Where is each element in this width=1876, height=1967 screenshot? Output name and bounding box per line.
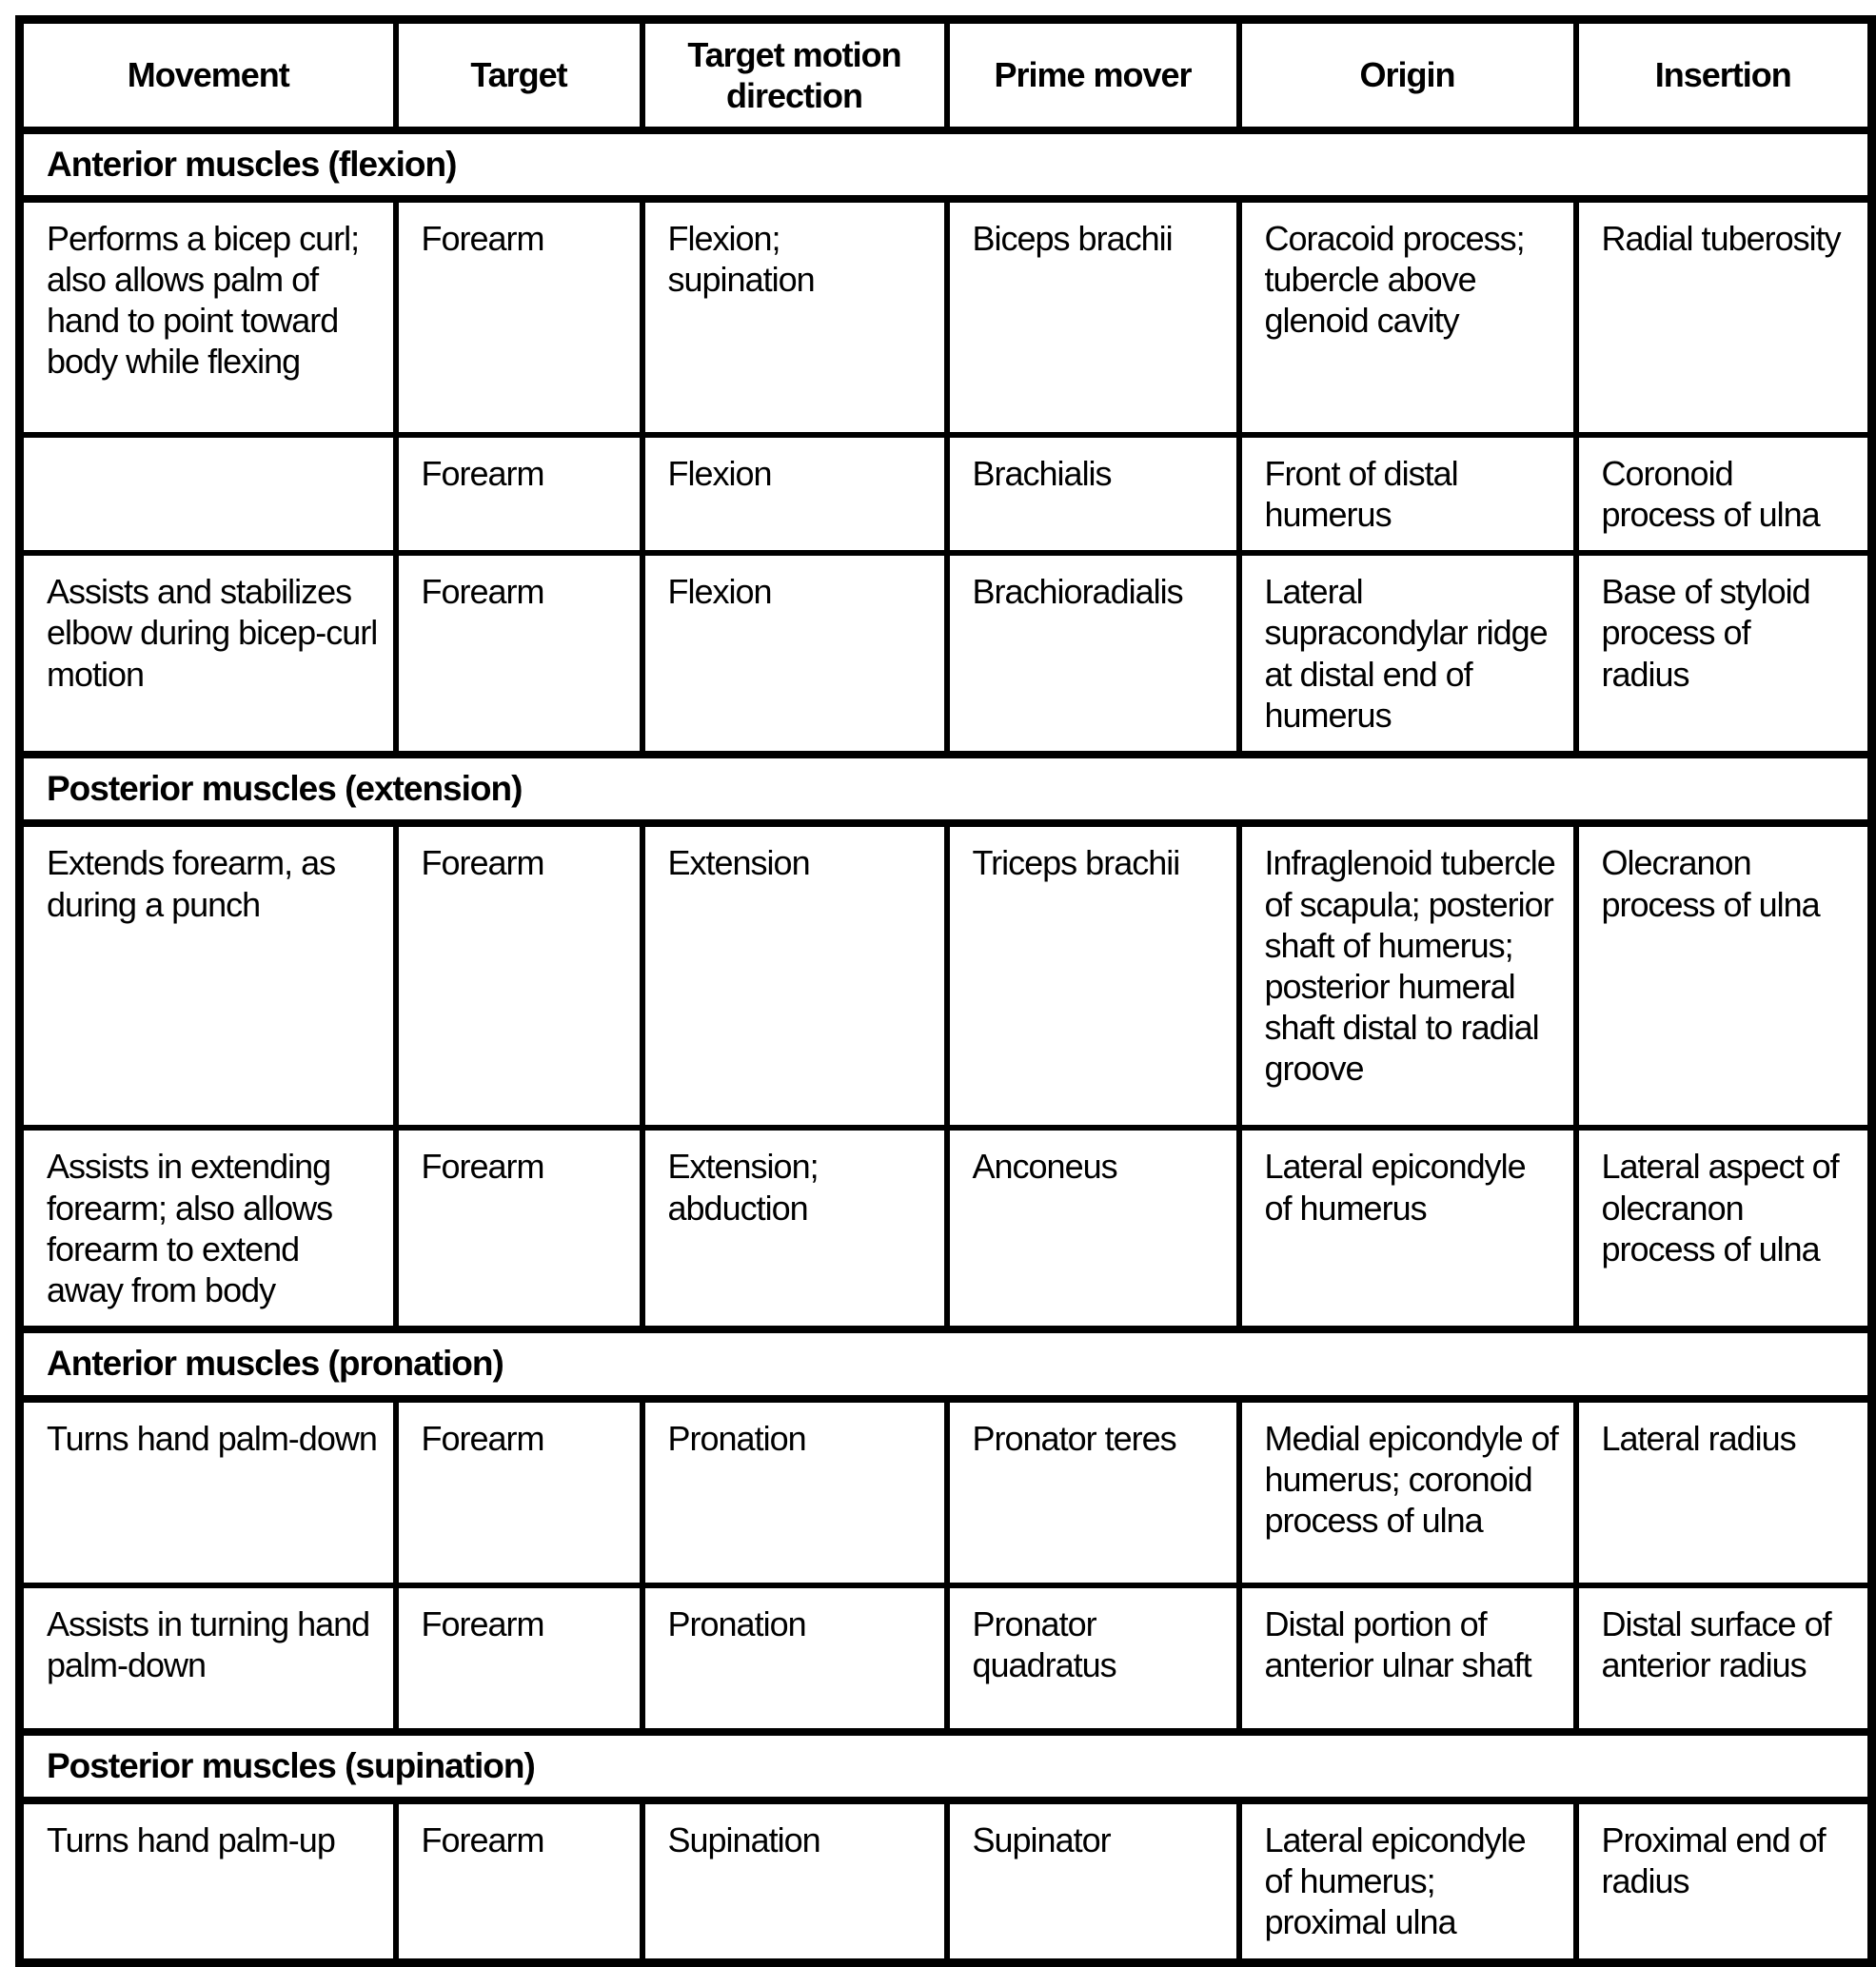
table-row-biceps-brachii (20, 199, 1872, 435)
cell-origin: Lateral epicondyle of humerus; proximal ulna (1239, 1800, 1576, 1962)
cell-target-motion-direction: Flexion (642, 553, 947, 755)
cell-movement: Extends forearm, as during a punch (20, 823, 396, 1128)
column-header-prime-mover: Prime mover (947, 20, 1239, 130)
cell-insertion: Base of styloid process of radius (1576, 553, 1872, 755)
table-row-brachioradialis (20, 553, 1872, 755)
cell-origin: Medial epicondyle of humerus; coronoid process of ulna (1239, 1399, 1576, 1585)
cell-target-motion-direction: Supination (642, 1800, 947, 1962)
cell-insertion: Distal surface of anterior radius (1576, 1585, 1872, 1732)
cell-prime-mover: Pronator quadratus (947, 1585, 1239, 1732)
section-row-anterior-pronation (20, 1329, 1872, 1398)
cell-target: Forearm (396, 553, 642, 755)
section-title: Posterior muscles (extension) (20, 755, 1872, 823)
cell-origin: Infraglenoid tubercle of scapula; posterior shaft of humerus; posterior humeral shaft distal to radial groove (1239, 823, 1576, 1128)
cell-movement (20, 435, 396, 553)
cell-target: Forearm (396, 435, 642, 553)
cell-origin: Lateral epicondyle of humerus (1239, 1128, 1576, 1329)
cell-insertion: Proximal end of radius (1576, 1800, 1872, 1962)
table-row-pronator-teres (20, 1399, 1872, 1585)
cell-prime-mover: Brachialis (947, 435, 1239, 553)
forearm-muscles-table (15, 15, 1876, 1967)
cell-target: Forearm (396, 823, 642, 1128)
cell-prime-mover: Anconeus (947, 1128, 1239, 1329)
section-row-posterior-supination (20, 1732, 1872, 1800)
cell-movement: Assists and stabilizes elbow during bicep-curl motion (20, 553, 396, 755)
cell-insertion: Olecranon process of ulna (1576, 823, 1872, 1128)
section-row-anterior-flexion (20, 130, 1872, 199)
table-row-triceps-brachii (20, 823, 1872, 1128)
cell-insertion: Lateral radius (1576, 1399, 1872, 1585)
column-header-movement: Movement (20, 20, 396, 130)
cell-target-motion-direction: Pronation (642, 1585, 947, 1732)
cell-target-motion-direction: Flexion (642, 435, 947, 553)
cell-target: Forearm (396, 1585, 642, 1732)
column-header-origin: Origin (1239, 20, 1576, 130)
table-row-anconeus (20, 1128, 1872, 1329)
cell-target: Forearm (396, 1399, 642, 1585)
column-header-target: Target (396, 20, 642, 130)
cell-origin: Coracoid process; tubercle above glenoid cavity (1239, 199, 1576, 435)
section-title: Posterior muscles (supination) (20, 1732, 1872, 1800)
table-row-pronator-quadratus (20, 1585, 1872, 1732)
cell-origin: Front of distal humerus (1239, 435, 1576, 553)
column-header-row (20, 20, 1872, 130)
cell-origin: Distal portion of anterior ulnar shaft (1239, 1585, 1576, 1732)
cell-target: Forearm (396, 1128, 642, 1329)
cell-movement: Turns hand palm-up (20, 1800, 396, 1962)
cell-target-motion-direction: Flexion; supination (642, 199, 947, 435)
cell-movement: Performs a bicep curl; also allows palm of hand to point toward body while flexing (20, 199, 396, 435)
column-header-insertion: Insertion (1576, 20, 1872, 130)
column-header-target-motion-direction: Target motion direction (642, 20, 947, 130)
cell-target: Forearm (396, 199, 642, 435)
cell-insertion: Radial tuberosity (1576, 199, 1872, 435)
cell-insertion: Coronoid process of ulna (1576, 435, 1872, 553)
cell-prime-mover: Biceps brachii (947, 199, 1239, 435)
section-row-posterior-extension (20, 755, 1872, 823)
cell-movement: Turns hand palm-down (20, 1399, 396, 1585)
cell-movement: Assists in turning hand palm-down (20, 1585, 396, 1732)
cell-origin: Lateral supracondylar ridge at distal end of humerus (1239, 553, 1576, 755)
cell-target-motion-direction: Pronation (642, 1399, 947, 1585)
table-row-supinator (20, 1800, 1872, 1962)
table-row-brachialis (20, 435, 1872, 553)
cell-prime-mover: Supinator (947, 1800, 1239, 1962)
cell-prime-mover: Brachioradialis (947, 553, 1239, 755)
cell-prime-mover: Pronator teres (947, 1399, 1239, 1585)
cell-target-motion-direction: Extension; abduction (642, 1128, 947, 1329)
section-title: Anterior muscles (pronation) (20, 1329, 1872, 1398)
cell-prime-mover: Triceps brachii (947, 823, 1239, 1128)
cell-movement: Assists in extending forearm; also allows forearm to extend away from body (20, 1128, 396, 1329)
cell-target-motion-direction: Extension (642, 823, 947, 1128)
section-title: Anterior muscles (flexion) (20, 130, 1872, 199)
cell-insertion: Lateral aspect of olecranon process of ulna (1576, 1128, 1872, 1329)
cell-target: Forearm (396, 1800, 642, 1962)
